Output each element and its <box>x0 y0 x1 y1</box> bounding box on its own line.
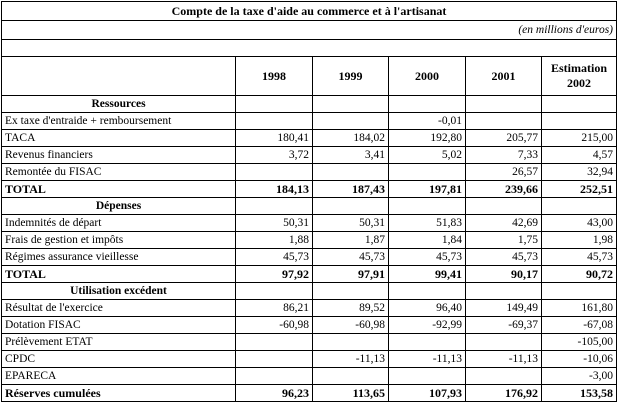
total-value-cell: 252,51 <box>542 181 617 198</box>
spacer-row <box>2 40 617 57</box>
column-header-2000: 2000 <box>389 57 466 96</box>
section-heading-row <box>2 198 617 215</box>
empty-cell <box>389 283 466 300</box>
value-cell: 32,94 <box>542 164 617 181</box>
column-header-1998: 1998 <box>236 57 313 96</box>
value-cell <box>389 368 466 385</box>
value-cell <box>466 368 542 385</box>
value-cell: 215,00 <box>542 130 617 147</box>
value-cell <box>313 113 389 130</box>
empty-cell <box>313 96 389 113</box>
total-value-cell: 153,58 <box>542 385 617 402</box>
value-cell: 45,73 <box>236 249 313 266</box>
section-heading-row <box>2 283 617 300</box>
value-cell <box>466 334 542 351</box>
row-label: CPDC <box>2 351 236 368</box>
value-cell <box>236 351 313 368</box>
value-cell <box>389 164 466 181</box>
table-row <box>2 164 617 181</box>
value-cell <box>389 334 466 351</box>
value-cell <box>313 164 389 181</box>
value-cell: 50,31 <box>313 215 389 232</box>
total-value-cell: 90,17 <box>466 266 542 283</box>
value-cell: 7,33 <box>466 147 542 164</box>
value-cell: 161,80 <box>542 300 617 317</box>
total-value-cell: 187,43 <box>313 181 389 198</box>
row-label: Remontée du FISAC <box>2 164 236 181</box>
row-label: Prélèvement ETAT <box>2 334 236 351</box>
value-cell: -11,13 <box>466 351 542 368</box>
column-header-row <box>2 57 617 96</box>
total-row <box>2 181 617 198</box>
value-cell: 4,57 <box>542 147 617 164</box>
value-cell: -69,37 <box>466 317 542 334</box>
table-row <box>2 334 617 351</box>
total-value-cell: 90,72 <box>542 266 617 283</box>
value-cell: -60,98 <box>313 317 389 334</box>
value-cell: 51,83 <box>389 215 466 232</box>
table-row <box>2 215 617 232</box>
row-label: EPARECA <box>2 368 236 385</box>
empty-cell <box>542 96 617 113</box>
value-cell: 45,73 <box>313 249 389 266</box>
row-label: Résultat de l'exercice <box>2 300 236 317</box>
value-cell: 26,57 <box>466 164 542 181</box>
value-cell: 184,02 <box>313 130 389 147</box>
column-header-1999: 1999 <box>313 57 389 96</box>
table-row <box>2 317 617 334</box>
value-cell: 50,31 <box>236 215 313 232</box>
value-cell: 1,75 <box>466 232 542 249</box>
value-cell: 5,02 <box>389 147 466 164</box>
row-label: Indemnités de départ <box>2 215 236 232</box>
value-cell <box>236 368 313 385</box>
empty-cell <box>542 198 617 215</box>
value-cell <box>236 334 313 351</box>
value-cell: 42,69 <box>466 215 542 232</box>
value-cell: 192,80 <box>389 130 466 147</box>
value-cell: 45,73 <box>389 249 466 266</box>
total-value-cell: 99,41 <box>389 266 466 283</box>
table-row <box>2 147 617 164</box>
value-cell: 86,21 <box>236 300 313 317</box>
empty-cell <box>466 96 542 113</box>
value-cell: 1,87 <box>313 232 389 249</box>
table-row <box>2 232 617 249</box>
value-cell: 180,41 <box>236 130 313 147</box>
empty-cell <box>313 198 389 215</box>
value-cell <box>236 164 313 181</box>
section-heading: Dépenses <box>2 198 236 215</box>
value-cell: 45,73 <box>542 249 617 266</box>
empty-cell <box>389 96 466 113</box>
row-label: Frais de gestion et impôts <box>2 232 236 249</box>
section-heading-row <box>2 96 617 113</box>
table-row <box>2 130 617 147</box>
value-cell: -0,01 <box>389 113 466 130</box>
value-cell <box>466 113 542 130</box>
value-cell: -105,00 <box>542 334 617 351</box>
row-label: Revenus financiers <box>2 147 236 164</box>
table-row <box>2 368 617 385</box>
value-cell: 1,98 <box>542 232 617 249</box>
total-row <box>2 385 617 402</box>
total-value-cell: 96,23 <box>236 385 313 402</box>
empty-cell <box>466 198 542 215</box>
row-label: TACA <box>2 130 236 147</box>
empty-cell <box>236 283 313 300</box>
table-row <box>2 300 617 317</box>
value-cell: -10,06 <box>542 351 617 368</box>
total-label: TOTAL <box>2 181 236 198</box>
value-cell: 43,00 <box>542 215 617 232</box>
value-cell <box>542 113 617 130</box>
value-cell: -3,00 <box>542 368 617 385</box>
total-value-cell: 197,81 <box>389 181 466 198</box>
total-value-cell: 176,92 <box>466 385 542 402</box>
value-cell: -67,08 <box>542 317 617 334</box>
row-label: Régimes assurance vieillesse <box>2 249 236 266</box>
empty-cell <box>236 96 313 113</box>
value-cell <box>236 113 313 130</box>
total-value-cell: 184,13 <box>236 181 313 198</box>
value-cell: 45,73 <box>466 249 542 266</box>
row-label: Ex taxe d'entraide + remboursement <box>2 113 236 130</box>
value-cell: 96,40 <box>389 300 466 317</box>
value-cell: 1,84 <box>389 232 466 249</box>
value-cell: -60,98 <box>236 317 313 334</box>
total-value-cell: 113,65 <box>313 385 389 402</box>
total-value-cell: 97,92 <box>236 266 313 283</box>
column-header-2001: 2001 <box>466 57 542 96</box>
empty-cell <box>313 283 389 300</box>
total-label: TOTAL <box>2 266 236 283</box>
value-cell: -11,13 <box>389 351 466 368</box>
total-value-cell: 239,66 <box>466 181 542 198</box>
total-value-cell: 107,93 <box>389 385 466 402</box>
table-row <box>2 249 617 266</box>
budget-table <box>1 1 617 402</box>
value-cell: 89,52 <box>313 300 389 317</box>
table-row <box>2 351 617 368</box>
unit-note: (en millions d'euros) <box>2 21 617 40</box>
section-heading: Ressources <box>2 96 236 113</box>
empty-cell <box>466 283 542 300</box>
value-cell: 205,77 <box>466 130 542 147</box>
column-header-estimation-2002: Estimation 2002 <box>542 57 617 96</box>
total-value-cell: 97,91 <box>313 266 389 283</box>
value-cell: -92,99 <box>389 317 466 334</box>
value-cell: 3,41 <box>313 147 389 164</box>
row-label: Dotation FISAC <box>2 317 236 334</box>
value-cell: 3,72 <box>236 147 313 164</box>
value-cell: 1,88 <box>236 232 313 249</box>
section-heading: Utilisation excédent <box>2 283 236 300</box>
table-title: Compte de la taxe d'aide au commerce et à l'artisanat <box>2 2 617 21</box>
value-cell <box>313 334 389 351</box>
empty-cell <box>542 283 617 300</box>
total-row <box>2 266 617 283</box>
total-label: Réserves cumulées <box>2 385 236 402</box>
value-cell <box>313 368 389 385</box>
column-header-empty <box>2 57 236 96</box>
empty-cell <box>389 198 466 215</box>
value-cell: 149,49 <box>466 300 542 317</box>
empty-cell <box>236 198 313 215</box>
table-row <box>2 113 617 130</box>
value-cell: -11,13 <box>313 351 389 368</box>
